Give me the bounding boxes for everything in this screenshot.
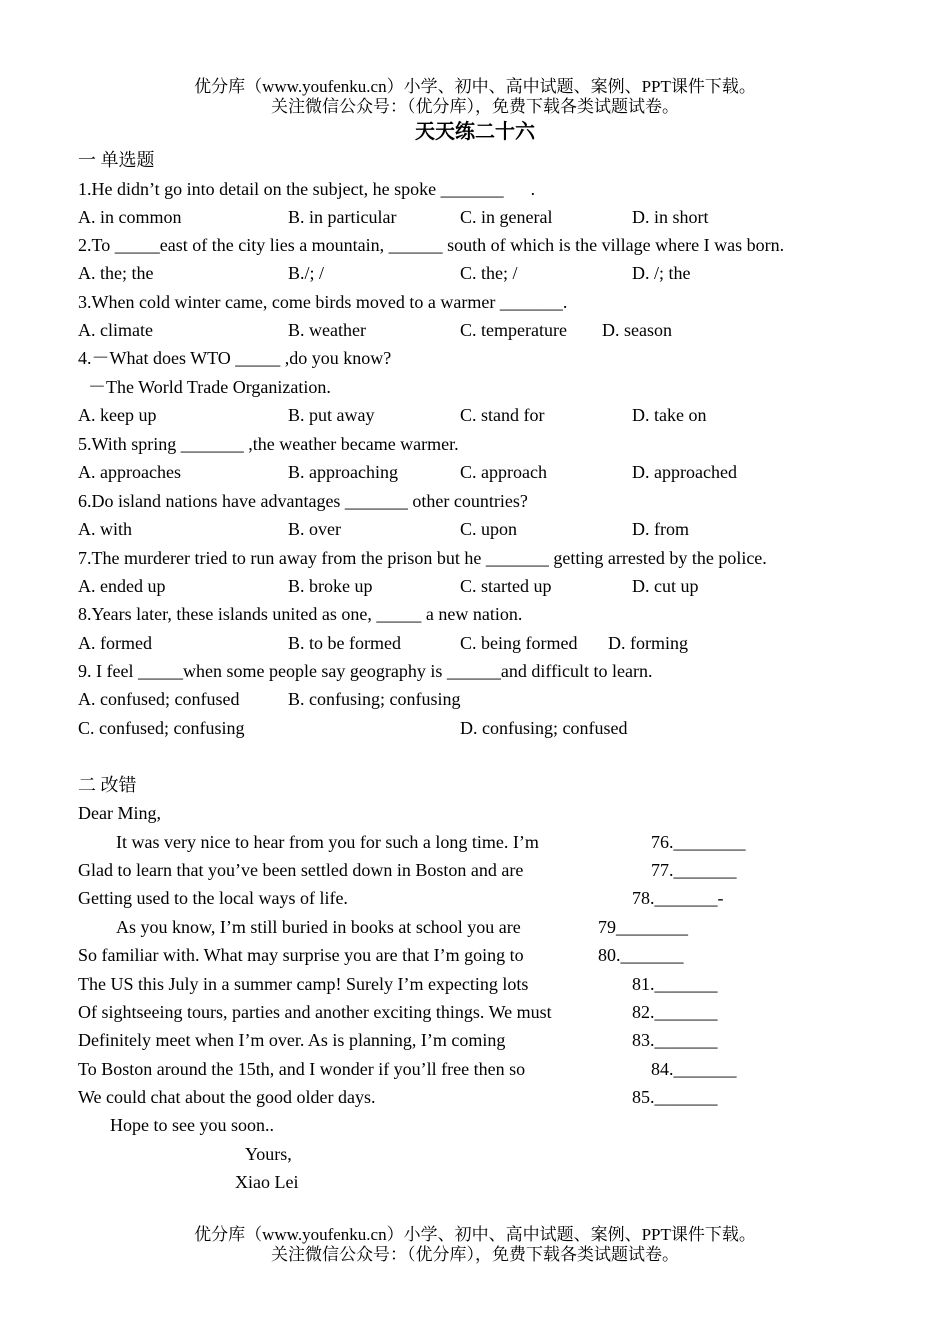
question-6-option-d: D. from (632, 519, 689, 539)
question-8-option-c: C. being formed (460, 633, 578, 653)
question-9-stem: 9. I feel _____when some people say geography is ______and difficult to learn. (78, 661, 653, 681)
question-3-option-d: D. season (602, 320, 672, 340)
letter-yours: Yours, (245, 1144, 292, 1164)
question-3-stem: 3.When cold winter came, come birds moved to a warmer _______. (78, 292, 568, 312)
footer-line-1: 优分库（www.youfenku.cn）小学、初中、高中试题、案例、PPT课件下载。 (194, 1225, 756, 1244)
section-2-heading: 二 改错 (78, 775, 137, 795)
question-2-option-a: A. the; the (78, 263, 154, 283)
question-9-option-d: D. confusing; confused (460, 718, 628, 738)
question-5-option-d: D. approached (632, 462, 737, 482)
answer-blank-84: 84._______ (651, 1059, 737, 1079)
answer-blank-76: 76.________ (651, 832, 746, 852)
question-8-option-a: A. formed (78, 633, 152, 653)
question-3-option-b: B. weather (288, 320, 366, 340)
answer-blank-77: 77._______ (651, 860, 737, 880)
letter-line-3: Getting used to the local ways of life. (78, 888, 348, 908)
question-4-option-c: C. stand for (460, 405, 545, 425)
letter-greeting: Dear Ming, (78, 803, 161, 823)
question-2-option-b: B./; / (288, 263, 325, 283)
letter-line-7: Of sightseeing tours, parties and another exciting things. We must (78, 1002, 552, 1022)
question-7-option-c: C. started up (460, 576, 552, 596)
question-6-option-c: C. upon (460, 519, 518, 539)
question-4-option-a: A. keep up (78, 405, 157, 425)
letter-line-5: So familiar with. What may surprise you are that I’m going to (78, 945, 524, 965)
answer-blank-80: 80._______ (598, 945, 684, 965)
answer-blank-81: 81._______ (632, 974, 718, 994)
letter-line-1: It was very nice to hear from you for such a long time. I’m (116, 832, 539, 852)
question-1-option-b: B. in particular (288, 207, 397, 227)
question-6-option-a: A. with (78, 519, 132, 539)
question-9-option-a: A. confused; confused (78, 689, 240, 709)
answer-blank-78: 78._______- (632, 888, 724, 908)
question-7-stem: 7.The murderer tried to run away from the prison but he _______ getting arrested by the police. (78, 548, 767, 568)
question-1-option-d: D. in short (632, 207, 709, 227)
question-5-option-c: C. approach (460, 462, 547, 482)
question-7-option-a: A. ended up (78, 576, 166, 596)
question-6-stem: 6.Do island nations have advantages _______ other countries? (78, 491, 528, 511)
answer-blank-85: 85._______ (632, 1087, 718, 1107)
answer-blank-83: 83._______ (632, 1030, 718, 1050)
question-1-option-a: A. in common (78, 207, 182, 227)
question-4-option-d: D. take on (632, 405, 707, 425)
header-line-2: 关注微信公众号：（优分库），免费下载各类试题试卷。 (271, 97, 679, 116)
question-9-option-c: C. confused; confusing (78, 718, 245, 738)
letter-line-9: To Boston around the 15th, and I wonder if you’ll free then so (78, 1059, 526, 1079)
question-4-stem: 4.－What does WTO _____ ,do you know? (78, 348, 392, 368)
question-6-option-b: B. over (288, 519, 341, 539)
letter-closing: Hope to see you soon.. (110, 1115, 274, 1135)
page-title: 天天练二十六 (415, 121, 535, 143)
question-9-option-b: B. confusing; confusing (288, 689, 461, 709)
question-5-option-a: A. approaches (78, 462, 181, 482)
footer-line-2: 关注微信公众号：（优分库），免费下载各类试题试卷。 (271, 1245, 679, 1264)
question-1-option-c: C. in general (460, 207, 553, 227)
letter-line-10: We could chat about the good older days. (78, 1087, 376, 1107)
question-3-option-a: A. climate (78, 320, 153, 340)
section-1-heading: 一 单选题 (78, 150, 155, 170)
letter-line-4: As you know, I’m still buried in books at school you are (116, 917, 521, 937)
question-2-option-c: C. the; / (460, 263, 518, 283)
question-4-option-b: B. put away (288, 405, 375, 425)
question-4-answer-line: －The World Trade Organization. (88, 377, 331, 397)
letter-line-6: The US this July in a summer camp! Surely I’m expecting lots (78, 974, 529, 994)
header-line-1: 优分库（www.youfenku.cn）小学、初中、高中试题、案例、PPT课件下载。 (194, 77, 756, 96)
question-7-option-b: B. broke up (288, 576, 373, 596)
question-5-stem: 5.With spring _______ ,the weather became warmer. (78, 434, 459, 454)
question-2-stem: 2.To _____east of the city lies a mountain, ______ south of which is the village where I was born. (78, 235, 785, 255)
question-5-option-b: B. approaching (288, 462, 398, 482)
letter-line-8: Definitely meet when I’m over. As is planning, I’m coming (78, 1030, 506, 1050)
answer-blank-82: 82._______ (632, 1002, 718, 1022)
letter-signature: Xiao Lei (235, 1172, 299, 1192)
question-7-option-d: D. cut up (632, 576, 699, 596)
question-3-option-c: C. temperature (460, 320, 567, 340)
letter-line-2: Glad to learn that you’ve been settled down in Boston and are (78, 860, 524, 880)
answer-blank-79: 79________ (598, 917, 688, 937)
question-8-option-d: D. forming (608, 633, 688, 653)
question-1-stem: 1.He didn’t go into detail on the subject, he spoke _______ . (78, 179, 536, 199)
question-8-option-b: B. to be formed (288, 633, 401, 653)
question-2-option-d: D. /; the (632, 263, 691, 283)
question-8-stem: 8.Years later, these islands united as one, _____ a new nation. (78, 604, 523, 624)
